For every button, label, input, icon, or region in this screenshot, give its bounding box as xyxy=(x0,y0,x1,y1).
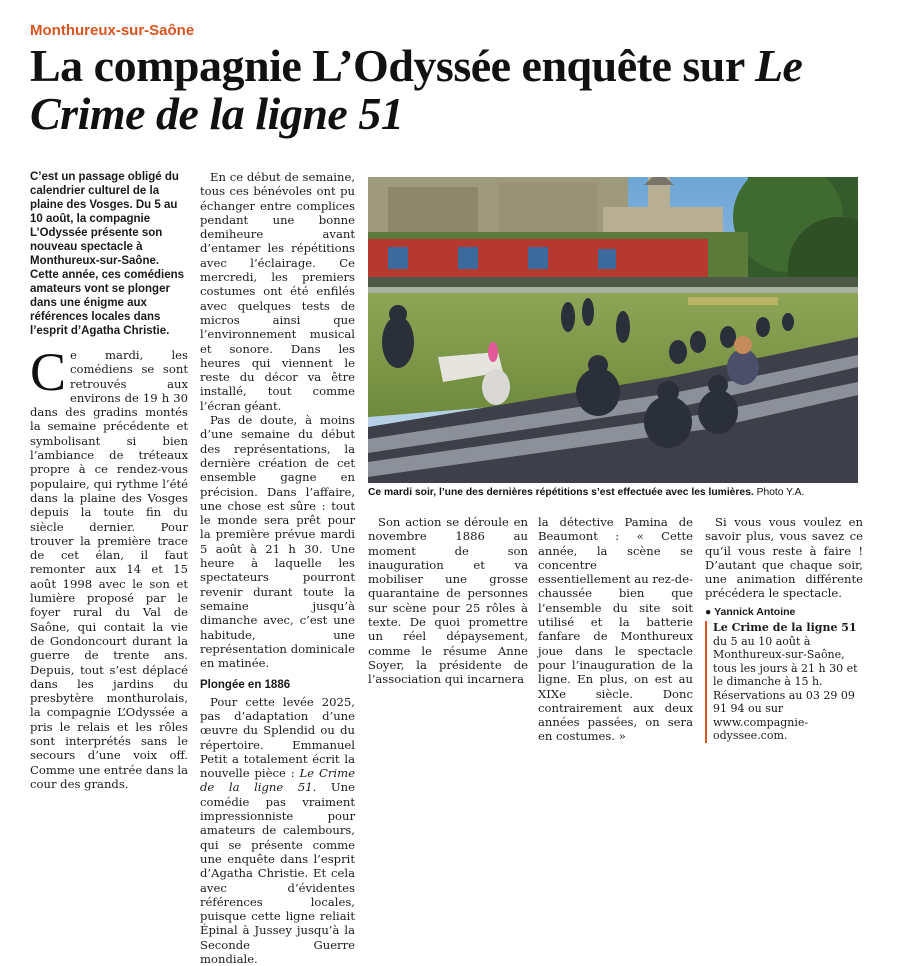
info-text: du 5 au 10 août à Monthureux-sur-Saône, tous les jours à 21 h 30 et le dimanche à 15 h. Réservations au 03 29 09 91 94 ou sur www.compagnie-odyssee.com. xyxy=(713,634,858,743)
paragraph-5-continued: la détective Pamina de Beaumont : « Cette année, la scène se concentre essentiellement au rez-de-chaussée bien que l’ensemble du site soit utilisé et la batterie fanfare de Monthureux joue dans le spectacle pour l’inauguration de la ligne. En plus, on est au XIXe siècle. Donc contrairement aux deux années passées, on sera en costumes. » xyxy=(538,515,693,744)
paragraph-4-text-b: . Une comédie pas vraiment impressionniste pour amateurs de calembours, qui se présente comme une enquête dans l’esprit d’Agatha Christie. Et cela avec d’évidentes références locales, puisque cette ligne reliait Épinal à Jussey jusqu’à la Seconde Guerre mondiale. xyxy=(200,780,355,966)
paragraph-1-text: e mardi, les comédiens se sont retrouvés aux environs de 19 h 30 dans des gradins montés la semaine précédente et symbolisant si bien l’ambiance de tréteaux propre à ce rendez-vous populaire, qui rythme l’été dans la plaine des Vosges depuis la toute fin du siècle dernier. Pour trouver la première trace de cet élan, il faut remonter aux 14 et 15 août 1998 avec le son et lumière proposé par le foyer rural du Val de Saône, qui contait la vie de Gondoncourt durant la guerre de trente ans. Depuis, tout s’est déplacé dans les jardins du presbytère monthurolais, la compagnie L’Odyssée a pris le relais et les rôles sont interprétés sans le secours d’une voix off. Comme une entrée dans la cour des grands. xyxy=(30,348,188,791)
column-2 xyxy=(200,170,355,966)
column-3 xyxy=(368,515,528,687)
photo-caption xyxy=(368,487,868,498)
paragraph-1 xyxy=(30,342,188,791)
paragraph-4 xyxy=(200,695,355,966)
paragraph-2: En ce début de semaine, tous ces bénévoles ont pu échanger entre complices pendant une bonne demiheure avant d’entamer les répétitions avec l’éclairage. Ce mercredi, les premiers costumes ont été enfilés avec quelques tests de micros ainsi que l’environnement musical et sonore. Dans les heures qui viennent le reste du décor va être installé, tout comme l’écran géant. xyxy=(200,170,355,413)
rehearsal-photo xyxy=(368,177,858,483)
paragraph-6: Si vous vous voulez en savoir plus, vous savez ce qu’il vous reste à faire ! D’autant que chaque soir, une animation différente précédera le spectacle. xyxy=(705,515,863,601)
article-lead: C’est un passage obligé du calendrier culturel de la plaine des Vosges. Du 5 au 10 août, la compagnie L’Odyssée présente son nouveau spectacle à Monthureux-sur-Saône. Cette année, ces comédiens amateurs vont se plonger dans une énigme aux références locales dans l’esprit d’Agatha Christie. xyxy=(30,171,185,337)
column-4 xyxy=(538,515,693,744)
author-byline: ● Yannick Antoine xyxy=(705,605,796,618)
column-1 xyxy=(30,170,188,791)
paragraph-5: Son action se déroule en novembre 1886 au moment de son inauguration et va mobiliser une grosse quarantaine de personnes sur scène pour 25 rôles à texte. De quoi promettre un réel dépaysement, comme le résume Anne Soyer, la présidente de l’association qui incarnera xyxy=(368,515,528,687)
paragraph-4-italic: Le Crime de la ligne 51 xyxy=(200,766,355,795)
headline-text: La compagnie L’Odyssée enquête sur xyxy=(30,40,755,91)
drop-cap: C xyxy=(30,342,67,402)
photo-credit: Photo Y.A. xyxy=(753,487,805,498)
paragraph-3: Pas de doute, à moins d’une semaine du début des représentations, la dernière création de cet ensemble gagne en précision. Dans l’affaire, une chose est sûre : tout le monde sera prêt pour la première prévue mardi 5 août à 21 h 30. Une heure à laquelle les spectateurs pourront revenir durant toute la semaine jusqu’à dimanche avec, c’est une habitude, une représentation dominicale en matinée. xyxy=(200,413,355,671)
article-headline xyxy=(30,42,900,138)
info-title: Le Crime de la ligne 51 xyxy=(713,621,857,635)
photo-illustration xyxy=(368,177,858,483)
paragraph-4-text-a: Pour cette levée 2025, pas d’adaptation d’une œuvre du Splendid ou du répertoire. Emmanuel Petit a totalement écrit la nouvelle pièce : xyxy=(200,694,355,781)
caption-text: Ce mardi soir, l’une des dernières répétitions s’est effectuée avec les lumières. xyxy=(368,487,754,498)
article-kicker: Monthureux-sur-Saône xyxy=(30,22,195,39)
headline-italic: Le Crime de la ligne 51 xyxy=(30,40,803,139)
section-subhead: Plongée en 1886 xyxy=(200,679,291,692)
info-box xyxy=(705,621,863,743)
column-5 xyxy=(705,515,863,743)
